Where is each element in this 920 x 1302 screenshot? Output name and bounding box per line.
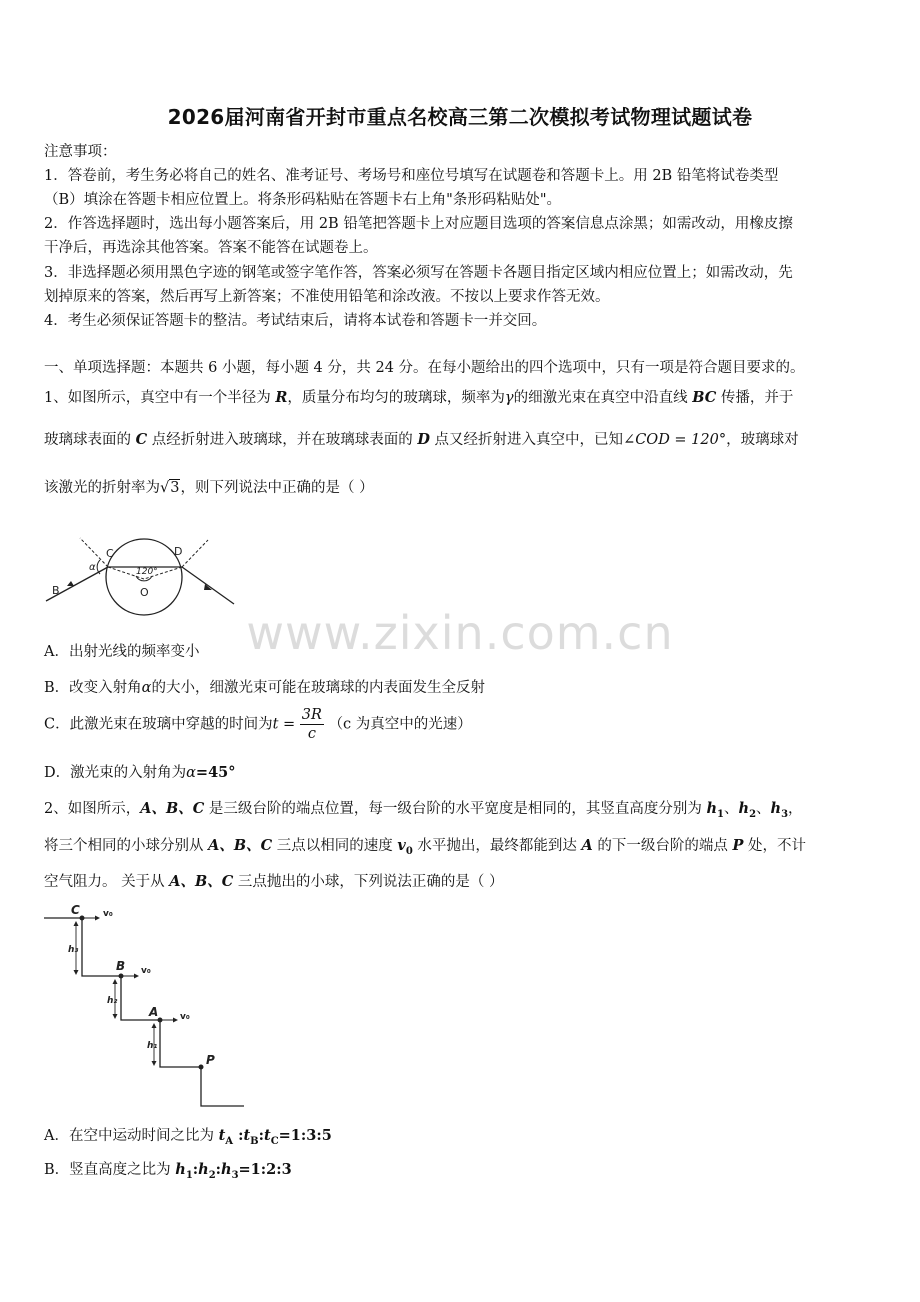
figure-label: D bbox=[174, 545, 183, 558]
notice-line: 4．考生必须保证答题卡的整洁。考试结束后，请将本试卷和答题卡一并交回。 bbox=[44, 313, 547, 329]
fraction: $\frac{3R}{c}$ bbox=[301, 707, 322, 742]
q2-stem-line2: 将三个相同的小球分别从 A、B、C 三点以相同的速度 $v_0$ 水平抛出，最终都能到达 A 的下一级台阶的端点 P 处，不计 bbox=[44, 837, 806, 857]
figure-label: P bbox=[206, 1053, 215, 1067]
figure-label: A bbox=[149, 1005, 159, 1019]
q1-stem-line1: 1、如图所示，真空中有一个半径为 R，质量分布均匀的玻璃球，频率为γ的细激光束在真空中沿直线 BC 传播，并于 bbox=[44, 389, 794, 406]
q1-stem-line2: 玻璃球表面的 C 点经折射进入玻璃球，并在玻璃球表面的 D 点又经折射进入真空中，已知∠COD = 120°，玻璃球对 bbox=[44, 431, 799, 448]
notice-line: 干净后，再选涂其他答案。答案不能答在试题卷上。 bbox=[44, 240, 378, 256]
notice-heading: 注意事项： bbox=[44, 144, 117, 160]
q2-stem-line3: 空气阻力。 关于从 A、B、C 三点抛出的小球，下列说法正确的是（ ） bbox=[44, 873, 504, 890]
q1-option-c: C．此激光束在玻璃中穿越的时间为t = $\frac{3R}{c}$ （c 为真空中的光速） bbox=[44, 707, 472, 742]
figure-label: v₀ bbox=[141, 966, 151, 976]
figure-label: 120° bbox=[136, 567, 158, 577]
q1-stem-line3: 该激光的折射率为√3，则下列说法中正确的是（ ） bbox=[44, 480, 374, 496]
q1-option-a: A．出射光线的频率变小 bbox=[44, 644, 200, 660]
figure-label: h₁ bbox=[147, 1041, 158, 1051]
q1-option-b: B．改变入射角α的大小，细激光束可能在玻璃球的内表面发生全反射 bbox=[44, 680, 485, 696]
watermark: www.zixin.com.cn bbox=[246, 606, 674, 660]
figure-label: α bbox=[89, 562, 96, 573]
figure-label: C bbox=[106, 547, 114, 560]
figure-label: B bbox=[52, 584, 60, 597]
figure-label: v₀ bbox=[180, 1012, 190, 1022]
sqrt-symbol: √3 bbox=[160, 480, 180, 496]
page-title: 2026届河南省开封市重点名校高三第二次模拟考试物理试题试卷 bbox=[167, 105, 753, 129]
q2-option-b: B．竖直高度之比为 $h_1:h_2:h_3=1:2:3$ bbox=[44, 1161, 292, 1181]
q1-option-d: D．激光束的入射角为α=45° bbox=[44, 764, 236, 781]
figure-label: C bbox=[71, 903, 80, 917]
notice-line: 划掉原来的答案，然后再写上新答案；不准使用铅笔和涂改液。不按以上要求作答无效。 bbox=[44, 289, 610, 305]
figure-label: h₃ bbox=[68, 945, 79, 955]
figure-label: O bbox=[140, 586, 149, 599]
notice-line: 2．作答选择题时，选出每小题答案后，用 2B 铅笔把答题卡上对应题目选项的答案信息点涂黑；如需改动，用橡皮擦 bbox=[44, 216, 793, 232]
figure-label: B bbox=[116, 959, 126, 973]
figure-label: h₂ bbox=[107, 996, 118, 1006]
q2-stem-line1: 2、如图所示，A、B、C 是三级台阶的端点位置，每一级台阶的水平宽度是相同的，其竖直高度分别为 $h_1$、$h_2$、$h_3$， bbox=[44, 800, 803, 820]
notice-line: 1．答卷前，考生务必将自己的姓名、准考证号、考场号和座位号填写在试题卷和答题卡上。用 2B 铅笔将试卷类型 bbox=[44, 168, 779, 184]
q2-option-a: A．在空中运动时间之比为 $t_A$ $:t_B:t_C=1:3:5$ bbox=[44, 1127, 332, 1147]
notice-line: 3．非选择题必须用黑色字迹的钢笔或签字笔作答，答案必须写在答题卡各题目指定区域内相应位置上；如需改动，先 bbox=[44, 265, 793, 281]
figure-label: v₀ bbox=[103, 909, 113, 919]
q2-stairs-figure bbox=[44, 900, 246, 1110]
section-heading: 一、单项选择题：本题共 6 小题，每小题 4 分，共 24 分。在每小题给出的四个选项中，只有一项是符合题目要求的。 bbox=[44, 360, 805, 376]
notice-line: （B）填涂在答题卡相应位置上。将条形码粘贴在答题卡右上角"条形码粘贴处"。 bbox=[44, 192, 561, 208]
